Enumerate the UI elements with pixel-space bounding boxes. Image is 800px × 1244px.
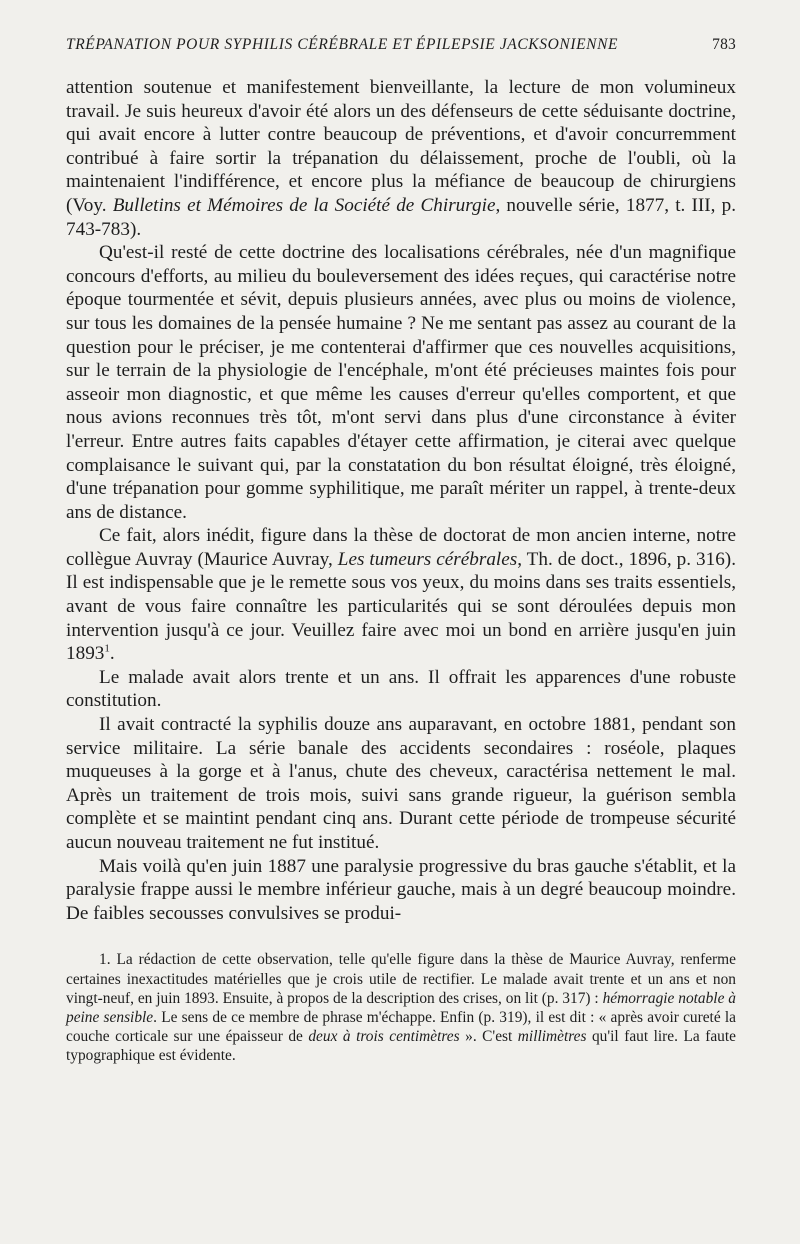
- footnote-ref: 1: [104, 642, 110, 655]
- footnotes: [66, 950, 736, 1065]
- footnote-1: 1. La rédaction de cette observation, telle qu'elle figure dans la thèse de Maurice Auvray, renferme certaines inexactitudes matérielles que je crois utile de rectifier. Le malade avait trente et un ans et non vingt-neuf, en juin 1893. Ensuite, à propos de la description des crises, on lit (p. 317) : hémorragie notable à peine sensible. Le sens de ce membre de phrase m'échappe. Enfin (p. 319), il est dit : « après avoir cureté la couche corticale sur une épaisseur de deux à trois centimètres ». C'est millimètres qu'il faut lire. La faute typographique est évidente.: [66, 951, 736, 1065]
- running-title: TRÉPANATION POUR SYPHILIS CÉRÉBRALE ET ÉPILEPSIE JACKSONIENNE: [66, 36, 619, 53]
- running-header: [66, 36, 736, 54]
- page-number: 783: [712, 36, 736, 53]
- paragraph-3: Ce fait, alors inédit, figure dans la thèse de doctorat de mon ancien interne, notre collègue Auvray (Maurice Auvray, Les tumeurs cérébrales, Th. de doct., 1896, p. 316). Il est indispensable que je le remette sous vos yeux, du moins dans ses traits essentiels, avant de vous faire connaître les particularités qui se sont déroulées depuis mon intervention jusqu'à ce jour. Veuillez faire avec moi un bond en arrière jusqu'en juin 1893$^1$.: [66, 525, 736, 665]
- paragraph-4: Le malade avait alors trente et un ans. Il offrait les apparences d'une robuste constitution.: [66, 666, 736, 712]
- paragraph-6: Mais voilà qu'en juin 1887 une paralysie progressive du bras gauche s'établit, et la paralysie frappe aussi le membre inférieur gauche, mais à un degré beaucoup moindre. De faibles secousses convulsives se produi-: [66, 855, 736, 924]
- citation-title: Bulletins et Mémoires de la Société de Chirurgie: [112, 194, 496, 216]
- thesis-title: Les tumeurs cérébrales: [337, 548, 518, 570]
- paragraph-2: Qu'est-il resté de cette doctrine des localisations cérébrales, née d'un magnifique concours d'efforts, au milieu du bouleversement des idées reçues, qui caractérise notre époque tourmentée et sévit, depuis plusieurs années, avec plus ou moins de violence, sur tous les domaines de la pensée humaine ? Ne me sentant pas assez au courant de la question pour le préciser, je me contenterai d'affirmer que ces nouvelles acquisitions, sur le terrain de la physiologie de l'encéphale, m'ont été précieuses maintes fois pour asseoir mon diagnostic, et que même les causes d'erreur qu'elles comportent, et que nous avions reconnues très tôt, m'ont servi dans plus d'une circonstance à éviter l'erreur. Entre autres faits capables d'étayer cette affirmation, je citerai avec quelque complaisance le suivant qui, par la constatation du bon résultat éloigné, très éloigné, d'une trépanation pour gomme syphilitique, me paraît mériter un rappel, à trente-deux ans de distance.: [66, 242, 736, 523]
- paragraph-1: attention soutenue et manifestement bienveillante, la lecture de mon volumineux travail. Je suis heureux d'avoir été alors un des défenseurs de cette séduisante doctrine, qui avait encore à lutter contre beaucoup de préventions, et d'avoir concurremment contribué à faire sortir la trépanation du délaissement, proche de l'oubli, où la maintenaient l'indifférence, et encore plus la méfiance de beaucoup de chirurgiens (Voy. Bulletins et Mémoires de la Société de Chirurgie, nouvelle série, 1877, t. III, p. 743-783).: [66, 77, 737, 240]
- paragraph-5: Il avait contracté la syphilis douze ans auparavant, en octobre 1881, pendant son service militaire. La série banale des accidents secondaires : roséole, plaques muqueuses à la gorge et à l'anus, chute des cheveux, caractérisa nettement le mal. Après un traitement de trois mois, suivi sans grande rigueur, la guérison sembla complète et se maintint pendant cinq ans. Durant cette période de trompeuse sécurité aucun nouveau traitement ne fut institué.: [66, 714, 736, 853]
- main-text: [66, 76, 736, 925]
